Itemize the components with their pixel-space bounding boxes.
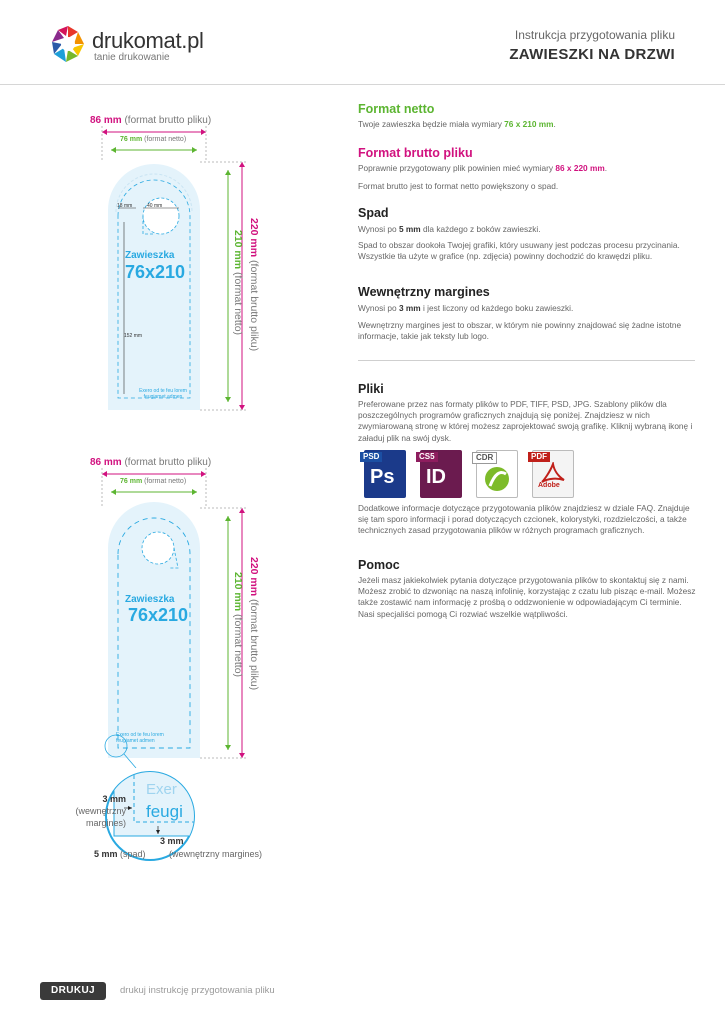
pliki-heading: Pliki [358, 382, 384, 396]
zoom-word-1: Exer [146, 781, 177, 798]
indesign-glyph: ID [426, 466, 446, 488]
product-label-2: Zawieszka [125, 594, 175, 605]
dim-40: 40 mm [147, 203, 163, 209]
pdf-badge: PDF [528, 452, 550, 462]
print-button[interactable]: DRUKUJ [40, 982, 106, 1000]
sample-text-1: Exero od te feu lorem feugiamet admen [139, 388, 187, 400]
zoom-spad-label: 5 mm (spad) [94, 849, 146, 859]
format-netto-text: Twoje zawieszka będzie miała wymiary 76 x 210 mm. [358, 119, 556, 129]
pomoc-heading: Pomoc [358, 558, 400, 572]
file-icons [360, 448, 576, 498]
pliki-text2: Dodatkowe informacje dotyczące przygotowania plików znajdziesz w dziale FAQ. Znajduje się tam sporo informacji i porad dotyczących czcionek, kolorystyki, rozdzielczości, a także technicznych zasad przygotowania plików w różnych programach graficznych. [358, 503, 690, 536]
print-link[interactable]: drukuj instrukcję przygotowania pliku [120, 985, 275, 996]
section-divider [358, 360, 695, 361]
header-subtitle: Instrukcja przygotowania pliku [514, 28, 675, 42]
product-size-2: 76x210 [128, 605, 189, 625]
dim-18: 18 mm [117, 203, 133, 209]
brutto-width-label-1: 86 mm (format brutto pliku) [90, 115, 212, 126]
zoom-bottom-margin: 3 mm [160, 836, 184, 846]
format-netto-heading: Format netto [358, 102, 435, 116]
coreldraw-icon[interactable] [472, 448, 520, 498]
format-brutto-text: Poprawnie przygotowany plik powinien mieć wymiary 86 x 220 mm. [358, 163, 608, 173]
format-brutto-text2: Format brutto jest to format netto powiększony o spad. [358, 181, 559, 191]
sample-text-2: Exero od te feu lorem feugiamet admen [116, 732, 164, 744]
brutto-height-text-2: 220 mm (format brutto pliku) [248, 557, 260, 691]
netto-height-text-1: 210 mm (format netto) [232, 230, 244, 336]
zoom-inner-label: (wewnętrzny margines) [169, 849, 263, 859]
pomoc-text: Jeżeli masz jakiekolwiek pytania dotyczące przygotowania plików to skontaktuj się z nami. Możesz zrobić to dzwoniąc na naszą infolinię, korzystając z czatu lub pisząc e-mail. Możesz także zostawić nam informację z prośbą o oddzwonienie w odpowiadającym Ci terminie. Nasi specjaliści pomogą Ci rozwiać wszelkie wątpliwości. [358, 575, 696, 619]
indesign-badge: CS5 [416, 452, 438, 462]
zoom-word-2: feugi [146, 802, 183, 821]
dim-152: 152 mm [124, 333, 143, 339]
logo-name: drukomat.pl [92, 28, 204, 53]
spad-text2: Spad to obszar dookoła Twojej grafiki, który usuwany jest podczas procesu przycinania. Wszystkie tła użyte w grafice (np. zdjęcia) powinny dochodzić do krawędzi pliku. [358, 240, 680, 262]
brutto-height-text-1: 220 mm (format brutto pliku) [248, 218, 260, 352]
psd-badge: PSD [360, 452, 382, 462]
product-label-1: Zawieszka [125, 250, 175, 261]
pdf-glyph: Adobe [538, 482, 560, 489]
margines-heading: Wewnętrzny margines [358, 285, 490, 299]
margines-text: Wynosi po 3 mm i jest liczony od każdego boku zawieszki. [358, 303, 574, 313]
indesign-icon[interactable] [416, 448, 464, 498]
coreldraw-badge: CDR [472, 452, 497, 464]
netto-width-label-2: 76 mm (format netto) [120, 478, 187, 485]
psd-glyph: Ps [370, 466, 395, 488]
brutto-width-label-2: 86 mm (format brutto pliku) [90, 457, 212, 468]
format-brutto-heading: Format brutto pliku [358, 146, 473, 160]
logo[interactable] [48, 24, 88, 64]
spad-text: Wynosi po 5 mm dla każdego z boków zawieszki. [358, 224, 541, 234]
pdf-icon[interactable] [528, 448, 576, 498]
page-title: ZAWIESZKI NA DRZWI [509, 46, 675, 63]
logo-tagline: tanie drukowanie [94, 52, 170, 63]
netto-height-text-2: 210 mm (format netto) [232, 572, 244, 678]
margines-text2: Wewnętrzny margines jest to obszar, w którym nie powinny znajdować się żadne istotne informacje, takie jak teksty lub logo. [358, 320, 682, 342]
spad-heading: Spad [358, 206, 389, 220]
logo-icon [48, 24, 88, 64]
psd-icon[interactable] [360, 448, 408, 498]
netto-width-label-1: 76 mm (format netto) [120, 136, 187, 143]
header-divider [0, 84, 725, 85]
pliki-text: Preferowane przez nas formaty plików to PDF, TIFF, PSD, JPG. Szablony plików dla poszczególnych programów graficznych znajdują się poniżej. Znajdziesz w nich zwymiarowaną stronę w której możesz zaprojektować swoją grafikę. Kliknij wybraną ikonę i załaduj plik na swój dysk. [358, 399, 693, 443]
product-size-1: 76x210 [125, 262, 186, 282]
zoom-margin-label: 3 mm (wewnętrzny margines) [75, 794, 126, 828]
